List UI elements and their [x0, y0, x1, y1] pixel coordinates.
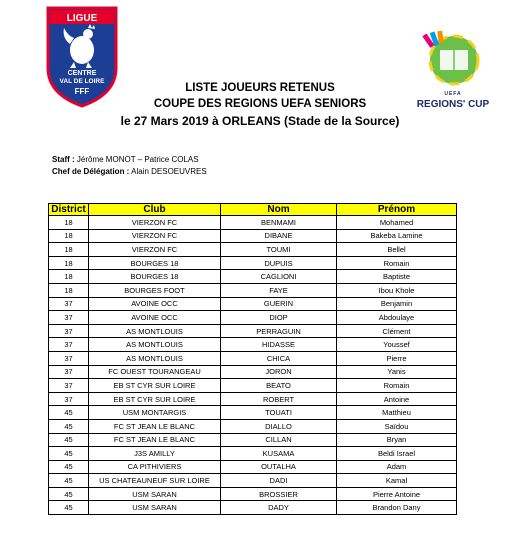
- cell-nom: DADI: [221, 474, 337, 488]
- table-row: [49, 460, 457, 474]
- cell-prenom: Brandon Dany: [337, 501, 457, 515]
- cell-nom: FAYE: [221, 283, 337, 297]
- cell-club: USM SARAN: [89, 501, 221, 515]
- table-row: [49, 324, 457, 338]
- table-row: [49, 351, 457, 365]
- cell-district: 18: [49, 270, 89, 284]
- cell-district: 18: [49, 283, 89, 297]
- cell-district: 45: [49, 419, 89, 433]
- cell-nom: BENMAMI: [221, 216, 337, 230]
- cell-prenom: Bryan: [337, 433, 457, 447]
- cell-club: AVOINE OCC: [89, 311, 221, 325]
- table-row: [49, 229, 457, 243]
- cell-district: 37: [49, 379, 89, 393]
- cell-prenom: Pierre Antoine: [337, 487, 457, 501]
- cell-club: VIERZON FC: [89, 216, 221, 230]
- cell-nom: CHICA: [221, 351, 337, 365]
- cell-club: USM MONTARGIS: [89, 406, 221, 420]
- table-row: [49, 501, 457, 515]
- cell-club: AS MONTLOUIS: [89, 324, 221, 338]
- table-row: [49, 419, 457, 433]
- logo-line2: VAL DE LOIRE: [59, 78, 105, 85]
- cell-club: EB ST CYR SUR LOIRE: [89, 392, 221, 406]
- cell-prenom: Beldi Israel: [337, 447, 457, 461]
- cell-club: J3S AMILLY: [89, 447, 221, 461]
- cell-prenom: Abdoulaye: [337, 311, 457, 325]
- cell-district: 37: [49, 365, 89, 379]
- cell-club: FC OUEST TOURANGEAU: [89, 365, 221, 379]
- cell-nom: TOUATI: [221, 406, 337, 420]
- cell-nom: BEATO: [221, 379, 337, 393]
- title-line3: le 27 Mars 2019 à ORLEANS (Stade de la Source): [120, 114, 400, 128]
- cell-nom: HIDASSE: [221, 338, 337, 352]
- cell-district: 45: [49, 474, 89, 488]
- cell-prenom: Pierre: [337, 351, 457, 365]
- cell-nom: TOUMI: [221, 243, 337, 257]
- cell-club: BOURGES 18: [89, 270, 221, 284]
- cell-district: 18: [49, 216, 89, 230]
- cell-district: 37: [49, 338, 89, 352]
- cell-district: 45: [49, 406, 89, 420]
- table-row: [49, 297, 457, 311]
- cell-nom: PERRAGUIN: [221, 324, 337, 338]
- cell-club: CA PITHIVIERS: [89, 460, 221, 474]
- table-header-row: [49, 204, 457, 216]
- logo-line1: CENTRE: [67, 70, 97, 77]
- cell-district: 18: [49, 229, 89, 243]
- cell-nom: KUSAMA: [221, 447, 337, 461]
- cell-prenom: Benjamin: [337, 297, 457, 311]
- cell-club: EB ST CYR SUR LOIRE: [89, 379, 221, 393]
- header-nom: Nom: [221, 204, 337, 216]
- cell-nom: DADY: [221, 501, 337, 515]
- table-row: [49, 487, 457, 501]
- table-row: [49, 256, 457, 270]
- cell-district: 45: [49, 433, 89, 447]
- cell-district: 37: [49, 297, 89, 311]
- header-prenom: Prénom: [337, 204, 457, 216]
- cell-club: AS MONTLOUIS: [89, 338, 221, 352]
- table-body: [49, 216, 457, 515]
- cell-prenom: Adam: [337, 460, 457, 474]
- table-row: [49, 365, 457, 379]
- cell-district: 45: [49, 487, 89, 501]
- cell-nom: CILLAN: [221, 433, 337, 447]
- table-row: [49, 447, 457, 461]
- staff-line: [52, 155, 199, 164]
- cell-prenom: Saïdou: [337, 419, 457, 433]
- cell-club: FC ST JEAN LE BLANC: [89, 433, 221, 447]
- cell-district: 18: [49, 256, 89, 270]
- cell-prenom: Matthieu: [337, 406, 457, 420]
- cell-club: FC ST JEAN LE BLANC: [89, 419, 221, 433]
- cell-district: 37: [49, 351, 89, 365]
- table-row: [49, 216, 457, 230]
- table-row: [49, 406, 457, 420]
- table-row: [49, 474, 457, 488]
- table-row: [49, 283, 457, 297]
- cell-nom: BROSSIER: [221, 487, 337, 501]
- cell-nom: JORON: [221, 365, 337, 379]
- header-district: District: [49, 204, 89, 216]
- cell-prenom: Mohamed: [337, 216, 457, 230]
- table-row: [49, 311, 457, 325]
- table-row: [49, 243, 457, 257]
- header-club: Club: [89, 204, 221, 216]
- title-line1: LISTE JOUEURS RETENUS: [185, 82, 335, 94]
- logo-top-text: LIGUE: [66, 13, 98, 24]
- cell-prenom: Romain: [337, 256, 457, 270]
- cell-club: VIERZON FC: [89, 243, 221, 257]
- cell-district: 37: [49, 311, 89, 325]
- cell-district: 37: [49, 392, 89, 406]
- cell-nom: GUERIN: [221, 297, 337, 311]
- cell-club: US CHATEAUNEUF SUR LOIRE: [89, 474, 221, 488]
- cell-district: 45: [49, 501, 89, 515]
- regions-cup-text: REGIONS' CUP: [416, 99, 490, 110]
- chef-value: Alain DESOEUVRES: [131, 167, 207, 176]
- cell-prenom: Kamal: [337, 474, 457, 488]
- table-row: [49, 392, 457, 406]
- cell-nom: DIOP: [221, 311, 337, 325]
- cell-prenom: Youssef: [337, 338, 457, 352]
- chef-delegation-line: [52, 167, 207, 176]
- staff-label: Staff :: [52, 155, 75, 164]
- cell-prenom: Antoine: [337, 392, 457, 406]
- table-row: [49, 270, 457, 284]
- table-row: [49, 433, 457, 447]
- players-table: [48, 203, 457, 515]
- cell-district: 45: [49, 460, 89, 474]
- cell-club: AS MONTLOUIS: [89, 351, 221, 365]
- cell-club: VIERZON FC: [89, 229, 221, 243]
- logo-bottom-text: FFF: [74, 87, 90, 96]
- staff-value: Jérôme MONOT – Patrice COLAS: [76, 155, 199, 164]
- chef-label: Chef de Délégation :: [52, 167, 130, 176]
- table-row: [49, 379, 457, 393]
- cell-district: 45: [49, 447, 89, 461]
- cell-nom: DIBANE: [221, 229, 337, 243]
- cell-club: AVOINE OCC: [89, 297, 221, 311]
- cell-nom: CAGLIONI: [221, 270, 337, 284]
- uefa-small-text: UEFA: [444, 91, 462, 97]
- cell-nom: OUTALHA: [221, 460, 337, 474]
- cell-prenom: Bakeba Lamine: [337, 229, 457, 243]
- cell-club: BOURGES FOOT: [89, 283, 221, 297]
- title-line2: COUPE DES REGIONS UEFA SENIORS: [153, 98, 367, 110]
- cell-club: BOURGES 18: [89, 256, 221, 270]
- cell-nom: DIALLO: [221, 419, 337, 433]
- cell-nom: DUPUIS: [221, 256, 337, 270]
- cell-prenom: Ibou Khole: [337, 283, 457, 297]
- cell-prenom: Romain: [337, 379, 457, 393]
- cell-prenom: Yanis: [337, 365, 457, 379]
- cell-district: 18: [49, 243, 89, 257]
- cell-club: USM SARAN: [89, 487, 221, 501]
- cell-prenom: Bellel: [337, 243, 457, 257]
- cell-nom: ROBERT: [221, 392, 337, 406]
- table-row: [49, 338, 457, 352]
- cell-prenom: Clément: [337, 324, 457, 338]
- cell-district: 37: [49, 324, 89, 338]
- cell-prenom: Baptiste: [337, 270, 457, 284]
